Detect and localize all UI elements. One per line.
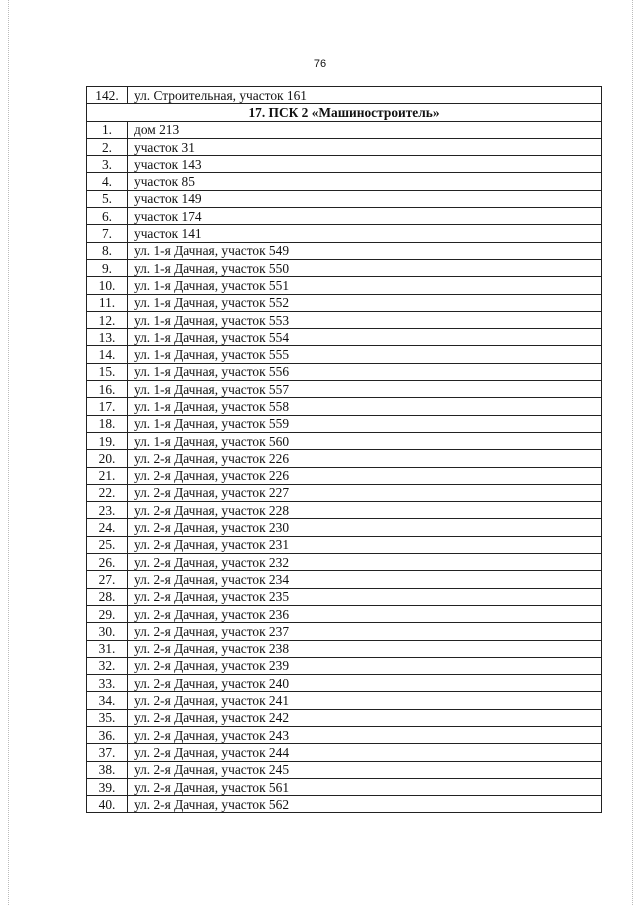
table-row <box>87 398 602 415</box>
row-number: 14. <box>87 346 128 363</box>
row-address: дом 213 <box>128 121 602 138</box>
row-address: ул. 2-я Дачная, участок 228 <box>128 502 602 519</box>
row-number: 27. <box>87 571 128 588</box>
table-row <box>87 467 602 484</box>
table-row <box>87 225 602 242</box>
table-row <box>87 657 602 674</box>
row-number: 30. <box>87 623 128 640</box>
table-row <box>87 519 602 536</box>
row-address: ул. 1-я Дачная, участок 559 <box>128 415 602 432</box>
table-row <box>87 87 602 104</box>
table-row <box>87 484 602 501</box>
row-address: ул. 2-я Дачная, участок 226 <box>128 450 602 467</box>
row-number: 10. <box>87 277 128 294</box>
table-row <box>87 588 602 605</box>
row-address: участок 85 <box>128 173 602 190</box>
row-number: 12. <box>87 311 128 328</box>
table-row <box>87 138 602 155</box>
scan-edge-right <box>632 0 634 905</box>
row-number: 15. <box>87 363 128 380</box>
row-number: 11. <box>87 294 128 311</box>
table-row <box>87 208 602 225</box>
row-number: 33. <box>87 675 128 692</box>
row-number: 21. <box>87 467 128 484</box>
row-address: ул. 2-я Дачная, участок 236 <box>128 605 602 622</box>
row-number: 7. <box>87 225 128 242</box>
table-row <box>87 726 602 743</box>
table-row <box>87 571 602 588</box>
table-row <box>87 761 602 778</box>
row-number: 4. <box>87 173 128 190</box>
table-row <box>87 294 602 311</box>
table-row <box>87 156 602 173</box>
row-number: 19. <box>87 432 128 449</box>
table-row <box>87 778 602 795</box>
row-address: ул. 2-я Дачная, участок 232 <box>128 554 602 571</box>
table-row <box>87 692 602 709</box>
row-address: ул. 2-я Дачная, участок 561 <box>128 778 602 795</box>
row-number: 16. <box>87 381 128 398</box>
table-row <box>87 605 602 622</box>
row-number: 34. <box>87 692 128 709</box>
table-row <box>87 311 602 328</box>
row-number: 1. <box>87 121 128 138</box>
row-address: ул. 2-я Дачная, участок 243 <box>128 726 602 743</box>
row-address: ул. 2-я Дачная, участок 231 <box>128 536 602 553</box>
row-address: ул. 2-я Дачная, участок 234 <box>128 571 602 588</box>
row-address: участок 141 <box>128 225 602 242</box>
row-number: 5. <box>87 190 128 207</box>
table-row <box>87 502 602 519</box>
table-row <box>87 277 602 294</box>
table-row <box>87 415 602 432</box>
row-address: участок 31 <box>128 138 602 155</box>
row-address: ул. 1-я Дачная, участок 557 <box>128 381 602 398</box>
row-number: 9. <box>87 259 128 276</box>
row-number: 2. <box>87 138 128 155</box>
row-address: ул. 2-я Дачная, участок 237 <box>128 623 602 640</box>
row-number: 6. <box>87 208 128 225</box>
row-number: 35. <box>87 709 128 726</box>
row-address: ул. 2-я Дачная, участок 242 <box>128 709 602 726</box>
row-address: ул. 2-я Дачная, участок 230 <box>128 519 602 536</box>
row-number: 23. <box>87 502 128 519</box>
table-row <box>87 675 602 692</box>
table-row <box>87 536 602 553</box>
table-row <box>87 640 602 657</box>
row-number: 40. <box>87 796 128 813</box>
table-row <box>87 346 602 363</box>
table-row <box>87 432 602 449</box>
table-row <box>87 173 602 190</box>
row-number: 28. <box>87 588 128 605</box>
row-address: ул. 1-я Дачная, участок 553 <box>128 311 602 328</box>
row-address: участок 149 <box>128 190 602 207</box>
table-row <box>87 363 602 380</box>
row-number: 31. <box>87 640 128 657</box>
row-number: 17. <box>87 398 128 415</box>
row-number: 20. <box>87 450 128 467</box>
row-address: ул. 2-я Дачная, участок 245 <box>128 761 602 778</box>
row-address: ул. 2-я Дачная, участок 239 <box>128 657 602 674</box>
page-number: 76 <box>313 58 327 70</box>
scan-edge-left <box>8 0 10 905</box>
row-number: 29. <box>87 605 128 622</box>
row-address: ул. Строительная, участок 161 <box>128 87 602 104</box>
row-address: ул. 2-я Дачная, участок 241 <box>128 692 602 709</box>
row-number: 38. <box>87 761 128 778</box>
section-title: 17. ПСК 2 «Машиностроитель» <box>87 104 602 121</box>
row-number: 13. <box>87 329 128 346</box>
row-number: 26. <box>87 554 128 571</box>
row-number: 25. <box>87 536 128 553</box>
row-number: 24. <box>87 519 128 536</box>
table-row <box>87 796 602 813</box>
row-number: 22. <box>87 484 128 501</box>
row-address: ул. 2-я Дачная, участок 227 <box>128 484 602 501</box>
row-number: 3. <box>87 156 128 173</box>
table-row <box>87 259 602 276</box>
row-number: 18. <box>87 415 128 432</box>
table-row <box>87 242 602 259</box>
row-address: ул. 1-я Дачная, участок 555 <box>128 346 602 363</box>
table-row <box>87 121 602 138</box>
row-address: ул. 2-я Дачная, участок 226 <box>128 467 602 484</box>
row-address: участок 174 <box>128 208 602 225</box>
row-address: ул. 1-я Дачная, участок 552 <box>128 294 602 311</box>
row-address: ул. 1-я Дачная, участок 554 <box>128 329 602 346</box>
row-address: ул. 1-я Дачная, участок 549 <box>128 242 602 259</box>
table-row <box>87 554 602 571</box>
row-address: ул. 1-я Дачная, участок 556 <box>128 363 602 380</box>
table-row <box>87 329 602 346</box>
row-address: ул. 1-я Дачная, участок 550 <box>128 259 602 276</box>
row-number: 32. <box>87 657 128 674</box>
table-row <box>87 709 602 726</box>
row-number: 8. <box>87 242 128 259</box>
table-row <box>87 744 602 761</box>
row-number: 37. <box>87 744 128 761</box>
row-address: ул. 1-я Дачная, участок 560 <box>128 432 602 449</box>
address-table <box>86 86 602 813</box>
row-address: ул. 2-я Дачная, участок 235 <box>128 588 602 605</box>
table-row <box>87 381 602 398</box>
row-address: ул. 2-я Дачная, участок 562 <box>128 796 602 813</box>
row-address: ул. 1-я Дачная, участок 558 <box>128 398 602 415</box>
table-row <box>87 450 602 467</box>
row-number: 39. <box>87 778 128 795</box>
row-number: 36. <box>87 726 128 743</box>
row-address: ул. 2-я Дачная, участок 238 <box>128 640 602 657</box>
row-address: ул. 1-я Дачная, участок 551 <box>128 277 602 294</box>
row-address: ул. 2-я Дачная, участок 244 <box>128 744 602 761</box>
row-address: участок 143 <box>128 156 602 173</box>
row-number: 142. <box>87 87 128 104</box>
table-row <box>87 190 602 207</box>
row-address: ул. 2-я Дачная, участок 240 <box>128 675 602 692</box>
section-header-row <box>87 104 602 121</box>
table-row <box>87 623 602 640</box>
